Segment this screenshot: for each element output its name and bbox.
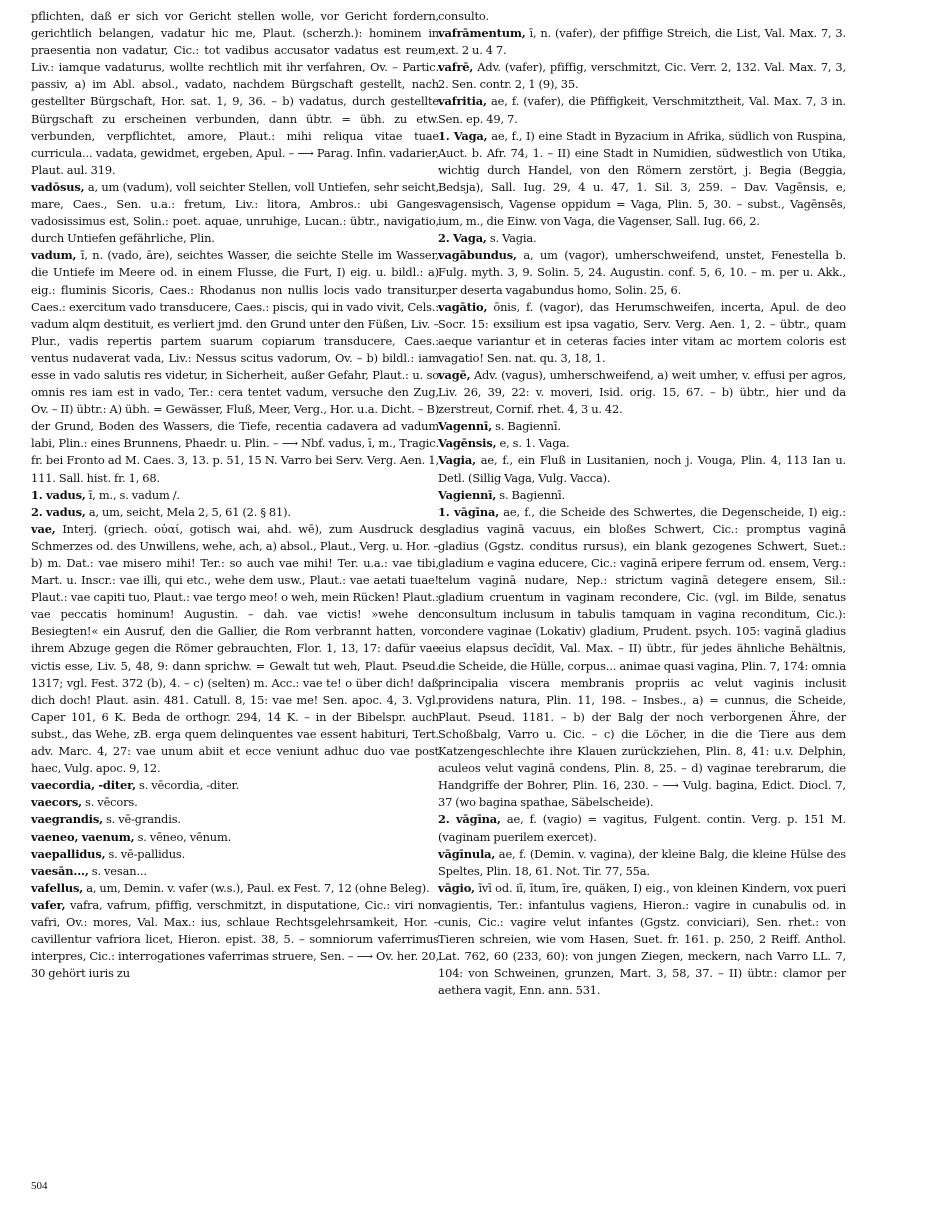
entry-text: vafra, vafrum, pfiffig, verschmitzt, in disputatione, Cic.: viri non vafri, Ov.: mores, Val. Max.: ius, schlaue Rechtsgelehrsamkeit, Hor. – cavillentur vafriora licet, Hieron. epist. 38, 5. – somniorum vaferrimus interpres, Cic.: interrogationes vaferrimas struere, Sen. – ⟶ Ov. her. 20, 30 gehört iuris zu <box>31 897 439 981</box>
dictionary-entry <box>31 521 439 777</box>
dictionary-entry <box>438 504 846 812</box>
entry-text: ae, f. (vagio) = vagitus, Fulgent. contin. Verg. p. 151 M. (vaginam puerilem exercet). <box>438 812 846 844</box>
entry-lemma: vaegrandis, <box>31 812 103 827</box>
entry-text: ī, n. (vado, āre), seichtes Wasser, die seichte Stelle im Wasser, die Untiefe im Meere od. in einem Flusse, die Furt, I) eig. u. bildl.: a) eig.: fluminis Sicoris, Caes.: Rhodanus non nullis locis vado transitur, Caes.: exercitum vado transducere, Caes.: piscis, qui in vado vivit, Cels.: vadum alqm destituit, es verliert jmd. den Grund unter den Füßen, Liv. – Plur., vadis repertis partem suarum copiarum transducere, Caes.: ventus nudaverat vada, Liv.: Nessus scitus vadorum, Ov. – b) bildl.: iam esse in vado salutis res videtur, in Sicherheit, außer Gefahr, Plaut.: u. so omnis res iam est in vado, Ter.: cera tentet vadum, versuche den Zug, Ov. – II) übtr.: A) übh. = Gewässer, Fluß, Meer, Verg., Hor. u.a. Dicht. – B) der Grund, Boden des Wassers, die Tiefe, recentia cadavera ad vadum labi, Plin.: eines Brunnens, Phaedr. u. Plin. – ⟶ Nbf. vadus, ī, m., Tragic. fr. bei Fronto ad M. Caes. 3, 13. p. 51, 15 N. Varro bei Serv. Verg. Aen. 1, 111. Sall. hist. fr. 1, 68. <box>31 248 439 485</box>
dictionary-entry <box>31 846 439 863</box>
entry-text: a, um (vadum), voll seichter Stellen, voll Untiefen, sehr seicht, mare, Caes., Sen. u.a.: fretum, Liv.: litora, Ambros.: ubi Ganges vadosissimus est, Solin.: poet. aquae, unruhige, Lucan.: übtr., navigatio, durch Untiefen gefährliche, Plin. <box>31 179 439 246</box>
entry-text: Adv. (vafer), pfiffig, verschmitzt, Cic. Verr. 2, 132. Val. Max. 7, 3, 2. Sen. contr. 2, 1 (9), 35. <box>438 60 846 92</box>
right-column <box>438 8 846 1173</box>
entry-text: ae, f., die Scheide des Schwertes, die Degenscheide, I) eig.: gladius vaginā vacuus, ein bloßes Schwert, Cic.: promptus vaginā gladius (Ggstz. conditus rursus), ein blank gezogenes Schwert, Suet.: gladium e vagina educere, Cic.: vaginā eripere ferrum od. ensem, Verg.: telum vaginā nudare, Nep.: strictum vaginā detegere ensem, Sil.: gladium cruentum in vaginam recondere, Cic. (vgl. im Bilde, senatus consultum inclusum in tabulis tamquam in vagina reconditum, Cic.): condere vaginae (Lokativ) gladium, Prudent. psych. 105: vaginā gladius eius elapsus decīdit, Val. Max. – II) übtr., für jedes ähnliche Behältnis, die Scheide, die Hülle, corpus... animae quasi vagina, Plin. 7, 174: omnia principalia viscera membranis propriis ac velut vaginis inclusit providens natura, Plin. 11, 198. – Insbes., a) = cunnus, die Scheide, Plaut. Pseud. 1181. – b) der Balg der noch verborgenen Ähre, der Schoßbalg, Varro u. Cic. – c) die Löcher, in die die Tiere aus dem Katzengeschlechte ihre Klauen zurückziehen, Plin. 8, 41: u.v. Delphin, aculeos velut vaginā condens, Plin. 8, 25. – d) vaginae terebrarum, die Handgriffe der Bohrer, Plin. 16, 230. – ⟶ Vulg. bagina, Edict. Diocl. 7, 37 (wo bagina spathae, Säbelscheide). <box>438 504 846 810</box>
entry-text: s. Bagiennī. <box>499 487 565 502</box>
dictionary-entry <box>438 8 846 25</box>
entry-text: consulto. <box>438 9 489 23</box>
entry-lemma: 2. Vaga, <box>438 231 487 246</box>
dictionary-entry <box>31 247 439 486</box>
dictionary-entry <box>438 128 846 231</box>
entry-text: a, um (vagor), umherschweifend, unstet, Fenestella b. Fulg. myth. 3, 9. Solin. 5, 24. Augustin. conf. 5, 6, 10. – m. per u. Akk., per deserta vagabundus homo, Solin. 25, 6. <box>438 248 846 297</box>
entry-text: ī, m., s. vadum /. <box>88 487 180 502</box>
entry-lemma: 2. vadus, <box>31 504 86 519</box>
entry-lemma: 2. vāgīna, <box>438 812 501 827</box>
dictionary-entry <box>31 777 439 794</box>
entry-lemma: 1. vadus, <box>31 487 86 502</box>
entry-lemma: vāgio, <box>438 880 475 895</box>
dictionary-entry <box>31 8 439 179</box>
dictionary-entry <box>438 247 846 298</box>
entry-text: pflichten, daß er sich vor Gericht stellen wolle, vor Gericht fordern, gerichtlich belangen, vadatur hic me, Plaut. (scherzh.): hominem in praesentia non vadatur, Cic.: tot vadibus accusator vadatus est reum, Liv.: iamque vadaturus, wollte rechtlich mit ihr verfahren, Ov. – Partic. passiv, a) im Abl. absol., vadato, nachdem Bürgschaft gestellt, nach gestellter Bürgschaft, Hor. sat. 1, 9, 36. – b) vadatus, durch gestellte Bürgschaft zu erscheinen verbunden, dann übtr. = übh. zu etw. verbunden, verpflichtet, amore, Plaut.: mihi reliqua vitae tuae curricula... vadata, gewidmet, ergeben, Apul. – ⟶ Parag. Infin. vadarier, Plaut. aul. 319. <box>31 9 439 177</box>
dictionary-entry <box>31 794 439 811</box>
dictionary-entry <box>31 897 439 982</box>
entry-text: s. vē-grandis. <box>105 812 181 827</box>
entry-lemma: vafritia, <box>438 94 487 109</box>
dictionary-entry <box>438 59 846 93</box>
entry-text: ī, n. (vafer), der pfiffige Streich, die List, Val. Max. 7, 3. ext. 2 u. 4 7. <box>438 26 846 58</box>
entry-lemma: Vagennī, <box>438 419 493 434</box>
entry-lemma: vāgīnula, <box>438 846 496 861</box>
dictionary-entry <box>438 435 846 452</box>
entry-text: s. vēcordia, -diter. <box>139 778 240 793</box>
entry-lemma: Vagia, <box>438 453 476 468</box>
entry-text: s. vēcors. <box>85 795 138 810</box>
dictionary-entry <box>31 880 439 897</box>
entry-lemma: vafrāmentum, <box>438 26 526 41</box>
dictionary-entry <box>31 504 439 521</box>
dictionary-entry <box>438 93 846 127</box>
entry-lemma: 1. Vaga, <box>438 128 488 143</box>
dictionary-entry <box>438 487 846 504</box>
dictionary-entry <box>438 367 846 418</box>
entry-lemma: vaecors, <box>31 795 82 810</box>
entry-lemma: vafellus, <box>31 880 84 895</box>
entry-text: s. Bagiennī. <box>495 419 561 434</box>
entry-lemma: vafer, <box>31 897 66 912</box>
entry-text: ae, f. (vafer), die Pfiffigkeit, Verschmitztheit, Val. Max. 7, 3 in. Sen. ep. 49, 7. <box>438 94 846 126</box>
entry-text: s. vēneo, vēnum. <box>137 829 232 844</box>
entry-text: ae, f., I) eine Stadt in Byzacium in Afrika, südlich von Ruspina, Auct. b. Afr. 74, 1. – II) eine Stadt in Numidien, südwestlich von Utika, wichtig durch Handel, von den Römern zerstört, j. Begia (Beggia, Bedsja), Sall. Iug. 29, 4 u. 47, 1. Sil. 3, 259. – Dav. Vagēnsis, e, vagensisch, Vagense oppidum = Vaga, Plin. 5, 30. – subst., Vagēnsēs, ium, m., die Einw. von Vaga, die Vagenser, Sall. Iug. 66, 2. <box>438 128 846 229</box>
dictionary-entry <box>31 487 439 504</box>
entry-text: a, um, seicht, Mela 2, 5, 61 (2. § 81). <box>88 504 291 519</box>
entry-text: s. vē-pallidus. <box>108 846 186 861</box>
dictionary-entry <box>438 230 846 247</box>
entry-text: a, um, Demin. v. vafer (w.s.), Paul. ex Fest. 7, 12 (ohne Beleg). <box>86 880 430 895</box>
entry-text: s. Vagia. <box>489 231 537 246</box>
entry-lemma: Vagēnsis, <box>438 436 497 451</box>
entry-lemma: 1. vāgīna, <box>438 504 500 519</box>
dictionary-entry <box>31 863 439 880</box>
page-number: 504 <box>31 1180 48 1192</box>
entry-text: ae, f., ein Fluß in Lusitanien, noch j. Vouga, Plin. 4, 113 Ian u. Detl. (Sillig Vaga, Vulg. Vacca). <box>438 453 846 485</box>
entry-lemma: vaepallidus, <box>31 846 106 861</box>
dictionary-entry <box>438 811 846 845</box>
entry-lemma: vae, <box>31 521 56 536</box>
entry-lemma: vadum, <box>31 248 77 263</box>
entry-lemma: vaesān..., <box>31 863 89 878</box>
dictionary-entry <box>438 299 846 367</box>
entry-lemma: Vagiennī, <box>438 487 497 502</box>
entry-lemma: vagātio, <box>438 299 488 314</box>
entry-text: s. vesan... <box>91 863 147 878</box>
entry-text: e, s. 1. Vaga. <box>499 436 570 451</box>
entry-text: Interj. (griech. οὐαί, gotisch wai, ahd. wē), zum Ausdruck des Schmerzes od. des Unwillens, wehe, ach, a) absol., Plaut., Verg. u. Hor. – b) m. Dat.: vae misero mihi! Ter.: so auch vae mihi! Ter. u.a.: vae tibi, Mart. u. Inscr.: vae illi, qui etc., wehe dem usw., Plaut.: vae aetati tuae! Plaut.: vae capiti tuo, Plaut.: vae tergo meo! o weh, mein Rücken! Plaut.: vae peccatis hominum! Augustin. – dah. vae victis! »wehe den Besiegten!« ein Ausruf, den die Gallier, die Rom verbrannt hatten, vor ihrem Abzuge gegen die Römer gebrauchten, Flor. 1, 13, 17: dafür vae victis esse, Liv. 5, 48, 9: dann sprichw. = Gewalt tut weh, Plaut. Pseud. 1317; vgl. Fest. 372 (b), 4. – c) (selten) m. Acc.: vae te! o über dich! daß dich doch! Plaut. asin. 481. Catull. 8, 15: vae me! Sen. apoc. 4, 3. Vgl. Caper 101, 6 K. Beda de orthogr. 294, 14 K. – in der Bibelspr. auch subst., das Wehe, zB. erga quem delinquentes vae essent habituri, Tert. adv. Marc. 4, 27: vae unum abiit et ecce veniunt adhuc duo vae post haec, Vulg. apoc. 9, 12. <box>31 521 439 776</box>
dictionary-entry <box>438 418 846 435</box>
dictionary-entry <box>438 452 846 486</box>
entry-text: ae, f. (Demin. v. vagina), der kleine Balg, die kleine Hülse des Speltes, Plin. 18, 61. Not. Tir. 77, 55a. <box>438 846 846 878</box>
dictionary-entry <box>438 880 846 1000</box>
entry-lemma: vaecordia, -diter, <box>31 778 136 793</box>
entry-lemma: vaeneo, vaenum, <box>31 829 135 844</box>
left-column <box>31 8 439 1173</box>
dictionary-entry <box>31 811 439 828</box>
dictionary-entry <box>31 829 439 846</box>
dictionary-entry <box>31 179 439 247</box>
entry-text: Adv. (vagus), umherschweifend, a) weit umher, v. effusi per agros, Liv. 26, 39, 22: v. moveri, Isid. orig. 15, 67. – b) übtr., hier und da zerstreut, Cornif. rhet. 4, 3 u. 42. <box>438 367 846 417</box>
entry-lemma: vagē, <box>438 367 471 382</box>
entry-lemma: vafrē, <box>438 60 474 75</box>
entry-text: ōnis, f. (vagor), das Herumschweifen, incerta, Apul. de deo Socr. 15: exsilium est ipsa vagatio, Serv. Verg. Aen. 1, 2. – übtr., quam aeque variantur et in ceteras facies inter vitam ac mortem coloris est vagatio! Sen. nat. qu. 3, 18, 1. <box>438 299 846 365</box>
entry-text: īvī od. iī, ītum, īre, quäken, I) eig., von kleinen Kindern, vox pueri vagientis, Ter.: infantulus vagiens, Hieron.: vagire in cunabulis od. in cunis, Cic.: vagire velut infantes (Ggstz. conviciari), Sen. rhet.: von Tieren schreien, wie vom Hasen, Suet. fr. 161. p. 250, 2 Reiff. Anthol. Lat. 762, 60 (233, 60): von jungen Ziegen, meckern, nach Varro LL. 7, 104: von Schweinen, grunzen, Mart. 3, 58, 37. – II) übtr.: clamor per aethera vagit, Enn. ann. 531. <box>438 880 846 998</box>
entry-lemma: vagābundus, <box>438 248 517 263</box>
dictionary-entry <box>438 25 846 59</box>
dictionary-entry <box>438 846 846 880</box>
entry-lemma: vadōsus, <box>31 179 85 194</box>
